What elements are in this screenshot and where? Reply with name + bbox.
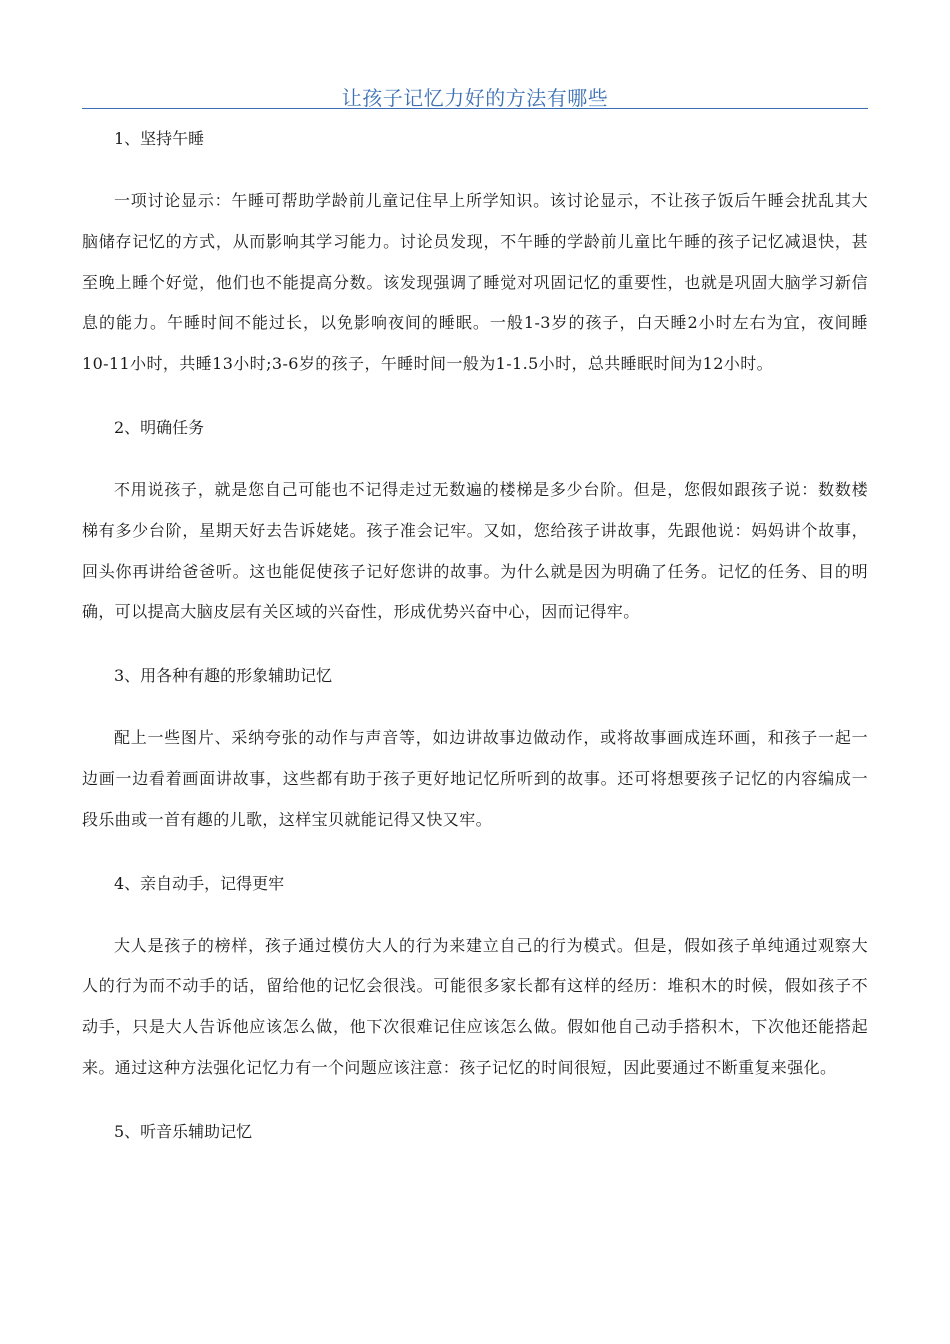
section-paragraph-1: 一项讨论显示：午睡可帮助学龄前儿童记住早上所学知识。该讨论显示，不让孩子饭后午睡会扰乱其大脑储存记忆的方式，从而影响其学习能力。讨论员发现，不午睡的学龄前儿童比午睡的孩子记忆减退快，甚至晚上睡个好觉，他们也不能提高分数。该发现强调了睡觉对巩固记忆的重要性，也就是巩固大脑学习新信息的能力。午睡时间不能过长，以免影响夜间的睡眠。一般1-3岁的孩子，白天睡2小时左右为宜，夜间睡10-11小时，共睡13小时;3-6岁的孩子，午睡时间一般为1-1.5小时，总共睡眠时间为12小时。 <box>82 191 868 374</box>
section-heading-4: 4、亲自动手，记得更牢 <box>114 873 285 893</box>
section-paragraph-4: 大人是孩子的榜样，孩子通过模仿大人的行为来建立自己的行为模式。但是，假如孩子单纯通过观察大人的行为而不动手的话，留给他的记忆会很浅。可能很多家长都有这样的经历：堆积木的时候，假如孩子不动手，只是大人告诉他应该怎么做，他下次很难记住应该怎么做。假如他自己动手搭积木，下次他还能搭起来。通过这种方法强化记忆力有一个问题应该注意：孩子记忆的时间很短，因此要通过不断重复来强化。 <box>82 935 868 1077</box>
document-title: 让孩子记忆力好的方法有哪些 <box>341 86 609 110</box>
document-body <box>82 119 868 1152</box>
section-paragraph-3: 配上一些图片、采纳夸张的动作与声音等，如边讲故事边做动作，或将故事画成连环画，和孩子一起一边画一边看着画面讲故事，这些都有助于孩子更好地记忆所听到的故事。还可将想要孩子记忆的内容编成一段乐曲或一首有趣的儿歌，这样宝贝就能记得又快又牢。 <box>82 728 868 829</box>
section-heading-1: 1、坚持午睡 <box>114 129 205 148</box>
title-underline <box>82 108 868 109</box>
section-paragraph-2: 不用说孩子，就是您自己可能也不记得走过无数遍的楼梯是多少台阶。但是，您假如跟孩子说：数数楼梯有多少台阶，星期天好去告诉姥姥。孩子准会记牢。又如，您给孩子讲故事，先跟他说：妈妈讲个故事，回头你再讲给爸爸听。这也能促使孩子记好您讲的故事。为什么就是因为明确了任务。记忆的任务、目的明确，可以提高大脑皮层有关区域的兴奋性，形成优势兴奋中心，因而记得牢。 <box>82 479 868 622</box>
section-heading-5: 5、听音乐辅助记忆 <box>114 1121 253 1141</box>
section-heading-2: 2、明确任务 <box>114 417 205 437</box>
section-heading-3: 3、用各种有趣的形象辅助记忆 <box>114 666 333 686</box>
